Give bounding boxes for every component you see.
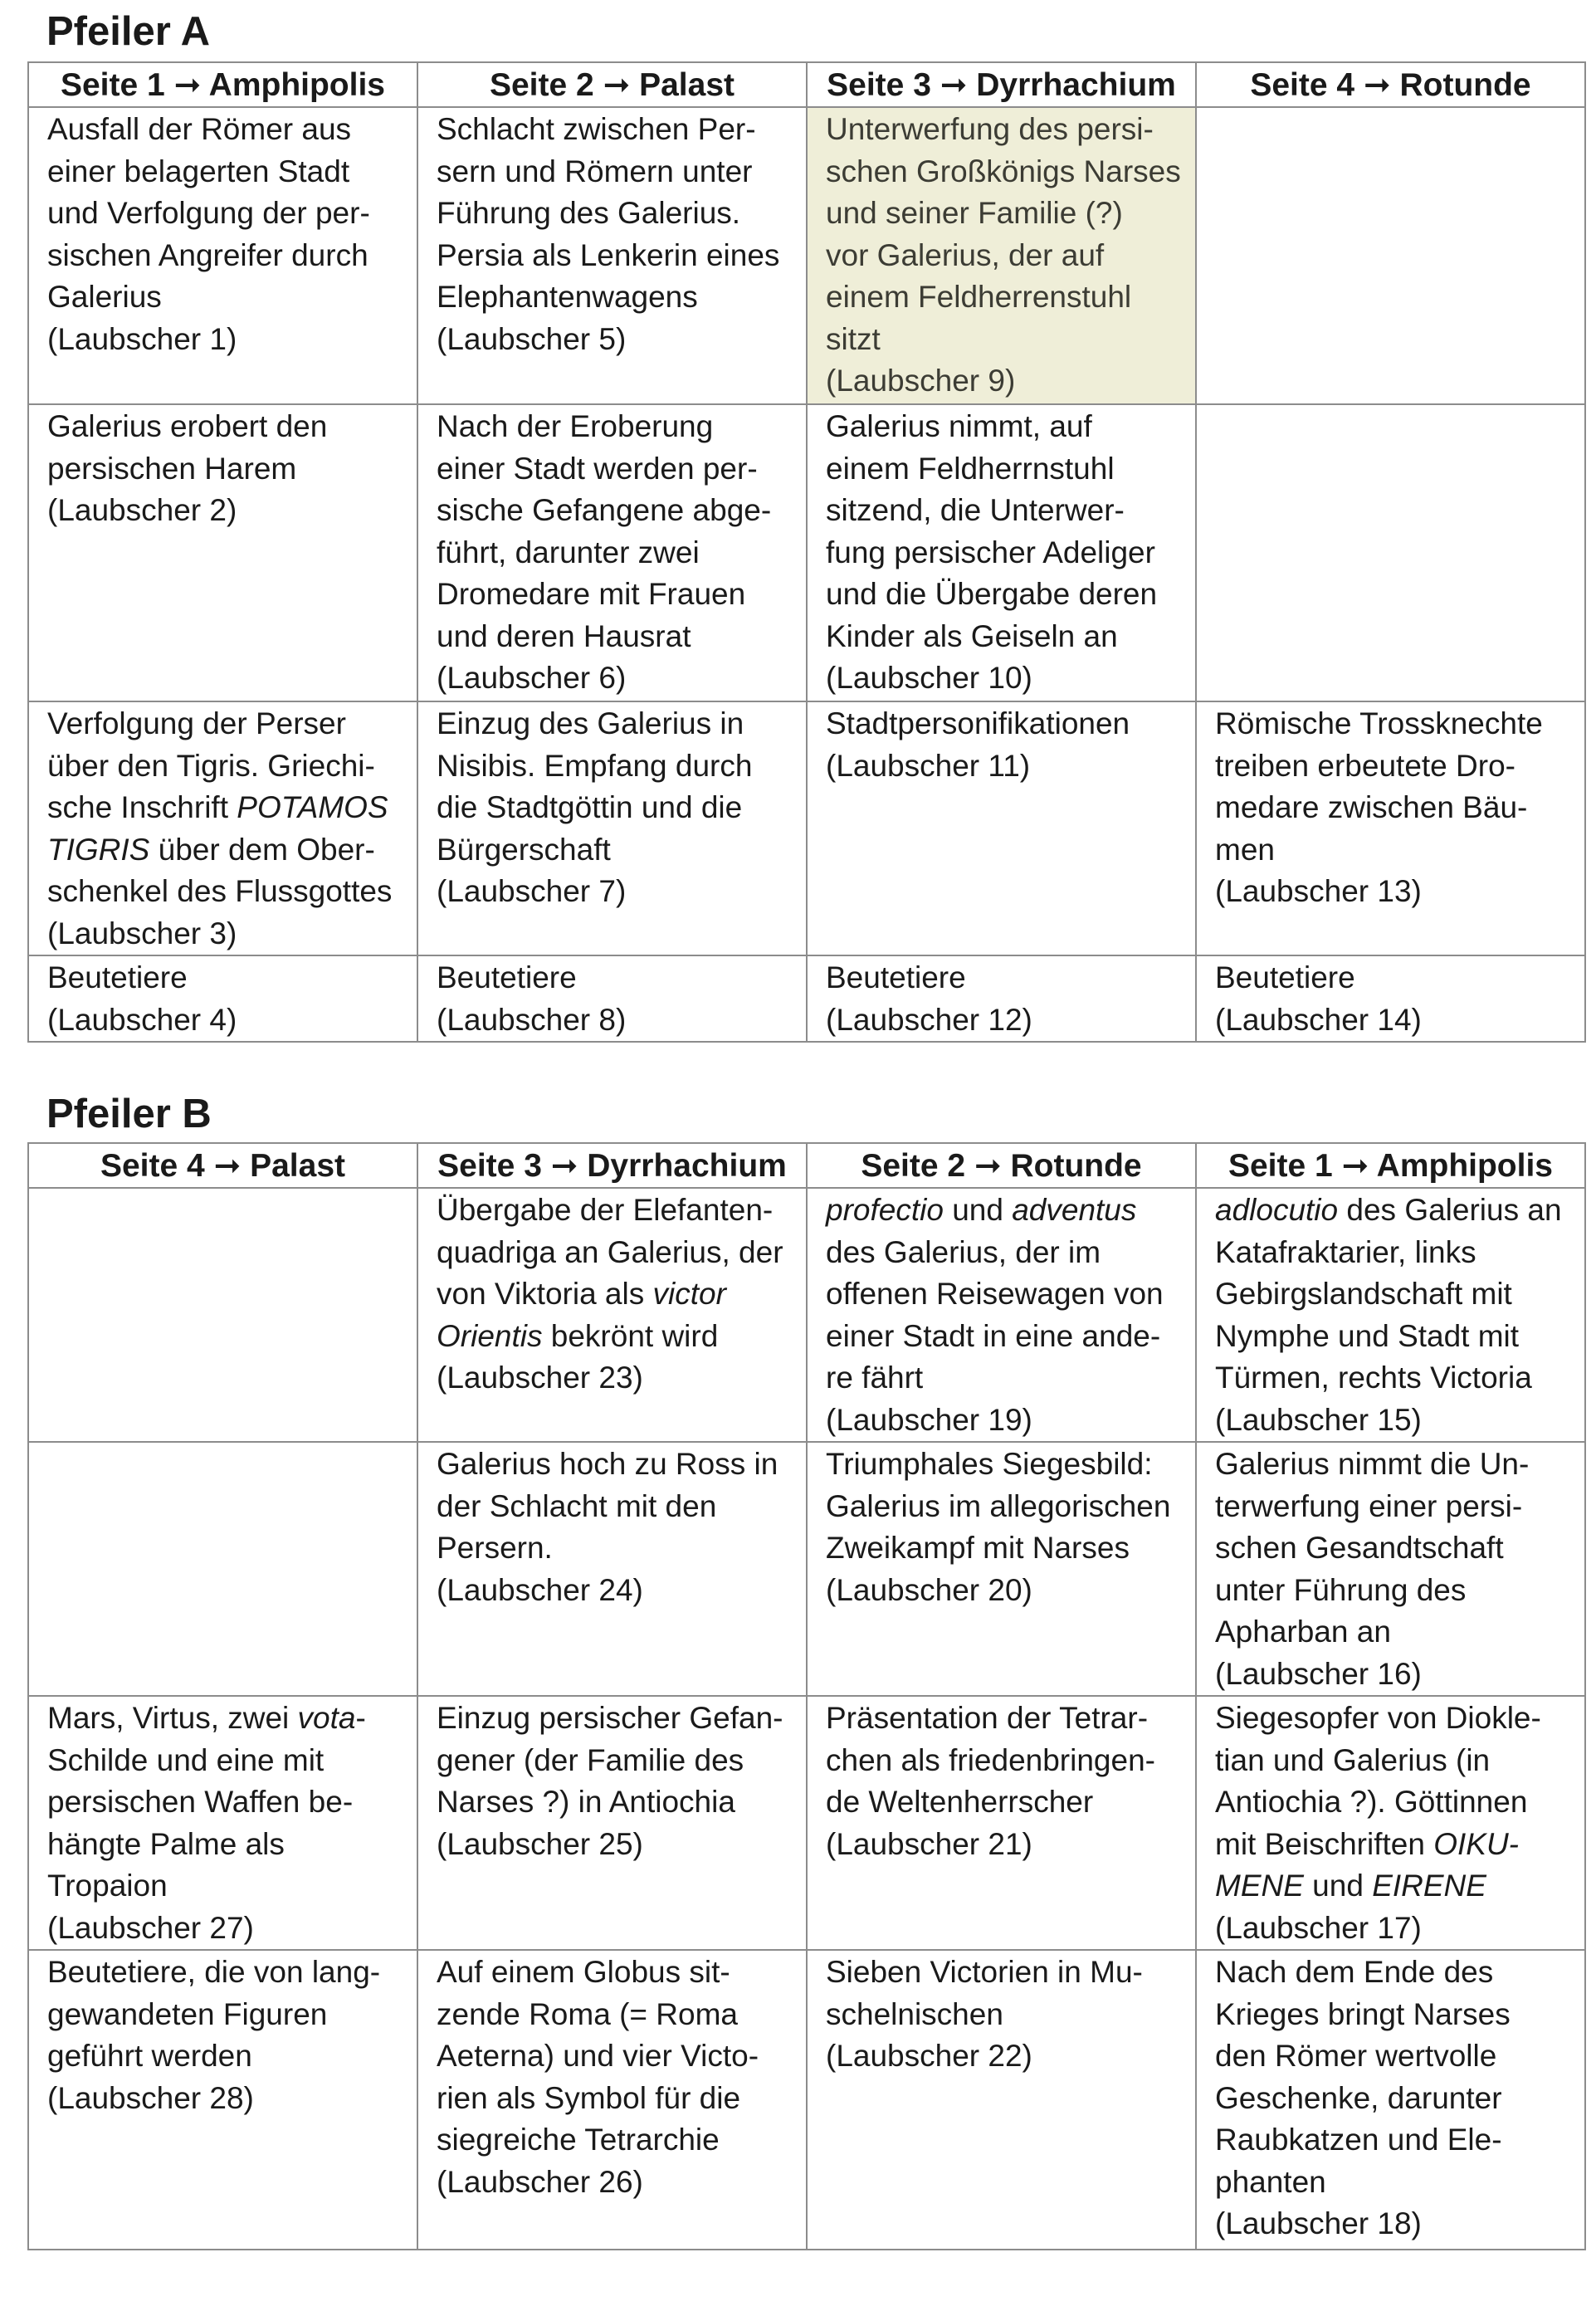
table-row: [28, 1696, 1585, 1950]
table-cell: Siegesopfer von Diokle- tian und Galerius (in Antiochia ?). Göttinnen mit Beischriften OIKU- MENE und EIRENE (Laubscher 17): [1196, 1696, 1585, 1950]
pillar-b-table: [27, 1142, 1586, 2250]
table-cell: Stadtpersonifikationen (Laubscher 11): [807, 701, 1196, 955]
table-cell: Einzug des Galerius in Nisibis. Empfang durch die Stadtgöttin und die Bürgerschaft (Laubscher 7): [417, 701, 807, 955]
column-header: Seite 4 ➞ Palast: [28, 1143, 417, 1188]
table-cell: Sieben Victorien in Mu- schelnischen (Laubscher 22): [807, 1950, 1196, 2250]
table-row: [28, 955, 1585, 1042]
table-row: [28, 701, 1585, 955]
table-row: [28, 107, 1585, 404]
table-row: [28, 1442, 1585, 1696]
table-row: [28, 1950, 1585, 2250]
column-header: Seite 3 ➞ Dyrrhachium: [807, 62, 1196, 107]
empty-table-cell: [1196, 107, 1585, 404]
table-cell: Übergabe der Elefanten- quadriga an Galerius, der von Viktoria als victor Orientis bekrönt wird (Laubscher 23): [417, 1188, 807, 1442]
header-row: [28, 62, 1585, 107]
table-cell: Galerius nimmt die Un- terwerfung einer persi- schen Gesandtschaft unter Führung des Apharban an (Laubscher 16): [1196, 1442, 1585, 1696]
table-cell: adlocutio des Galerius an Katafraktarier, links Gebirgslandschaft mit Nymphe und Stadt mit Türmen, rechts Victoria (Laubscher 15): [1196, 1188, 1585, 1442]
table-cell: Beutetiere, die von lang- gewandeten Figuren geführt werden (Laubscher 28): [28, 1950, 417, 2250]
table-cell: Nach der Eroberung einer Stadt werden per- sische Gefangene abge- führt, darunter zwei Dromedare mit Frauen und deren Hausrat (Laubscher 6): [417, 404, 807, 701]
table-cell: Auf einem Globus sit- zende Roma (= Roma Aeterna) und vier Victo- rien als Symbol für die siegreiche Tetrarchie (Laubscher 26): [417, 1950, 807, 2250]
pillar-b-title: Pfeiler B: [46, 1092, 212, 1136]
table-cell: Beutetiere (Laubscher 12): [807, 955, 1196, 1042]
table-cell: Präsentation der Tetrar- chen als friedenbringen- de Weltenherrscher (Laubscher 21): [807, 1696, 1196, 1950]
table-cell: Galerius nimmt, auf einem Feldherrnstuhl sitzend, die Unterwer- fung persischer Adeliger und die Übergabe deren Kinder als Geiseln an (Laubscher 10): [807, 404, 1196, 701]
pillar-a-table: [27, 61, 1586, 1043]
table-cell: Beutetiere (Laubscher 4): [28, 955, 417, 1042]
table-row: [28, 404, 1585, 701]
highlighted-table-cell: Unterwerfung des persi- schen Großkönigs Narses und seiner Familie (?) vor Galerius, der auf einem Feldherrenstuhl sitzt (Laubscher 9): [807, 107, 1196, 404]
table-cell: Triumphales Siegesbild: Galerius im allegorischen Zweikampf mit Narses (Laubscher 20): [807, 1442, 1196, 1696]
table-cell: Galerius hoch zu Ross in der Schlacht mit den Persern. (Laubscher 24): [417, 1442, 807, 1696]
column-header: Seite 1 ➞ Amphipolis: [1196, 1143, 1585, 1188]
table-row: [28, 1188, 1585, 1442]
table-cell: Schlacht zwischen Per- sern und Römern unter Führung des Galerius. Persia als Lenkerin eines Elephantenwagens (Laubscher 5): [417, 107, 807, 404]
header-row: [28, 1143, 1585, 1188]
table-cell: Beutetiere (Laubscher 8): [417, 955, 807, 1042]
column-header: Seite 2 ➞ Palast: [417, 62, 807, 107]
table-cell: Mars, Virtus, zwei vota- Schilde und eine mit persischen Waffen be- hängte Palme als Tropaion (Laubscher 27): [28, 1696, 417, 1950]
table-cell: Nach dem Ende des Krieges bringt Narses den Römer wertvolle Geschenke, darunter Raubkatzen und Ele- phanten (Laubscher 18): [1196, 1950, 1585, 2250]
table-cell: Ausfall der Römer aus einer belagerten Stadt und Verfolgung der per- sischen Angreifer durch Galerius (Laubscher 1): [28, 107, 417, 404]
table-cell: Römische Trossknechte treiben erbeutete Dro- medare zwischen Bäu- men (Laubscher 13): [1196, 701, 1585, 955]
empty-table-cell: [28, 1442, 417, 1696]
column-header: Seite 4 ➞ Rotunde: [1196, 62, 1585, 107]
empty-table-cell: [28, 1188, 417, 1442]
empty-table-cell: [1196, 404, 1585, 701]
table-cell: Beutetiere (Laubscher 14): [1196, 955, 1585, 1042]
table-cell: profectio und adventus des Galerius, der im offenen Reisewagen von einer Stadt in eine ande- re fährt (Laubscher 19): [807, 1188, 1196, 1442]
table-cell: Verfolgung der Perser über den Tigris. Griechi- sche Inschrift POTAMOS TIGRIS über dem Ober- schenkel des Flussgottes (Laubscher 3): [28, 701, 417, 955]
column-header: Seite 3 ➞ Dyrrhachium: [417, 1143, 807, 1188]
table-cell: Einzug persischer Gefan- gener (der Familie des Narses ?) in Antiochia (Laubscher 25): [417, 1696, 807, 1950]
pillar-a-title: Pfeiler A: [46, 9, 210, 54]
column-header: Seite 2 ➞ Rotunde: [807, 1143, 1196, 1188]
table-cell: Galerius erobert den persischen Harem (Laubscher 2): [28, 404, 417, 701]
column-header: Seite 1 ➞ Amphipolis: [28, 62, 417, 107]
